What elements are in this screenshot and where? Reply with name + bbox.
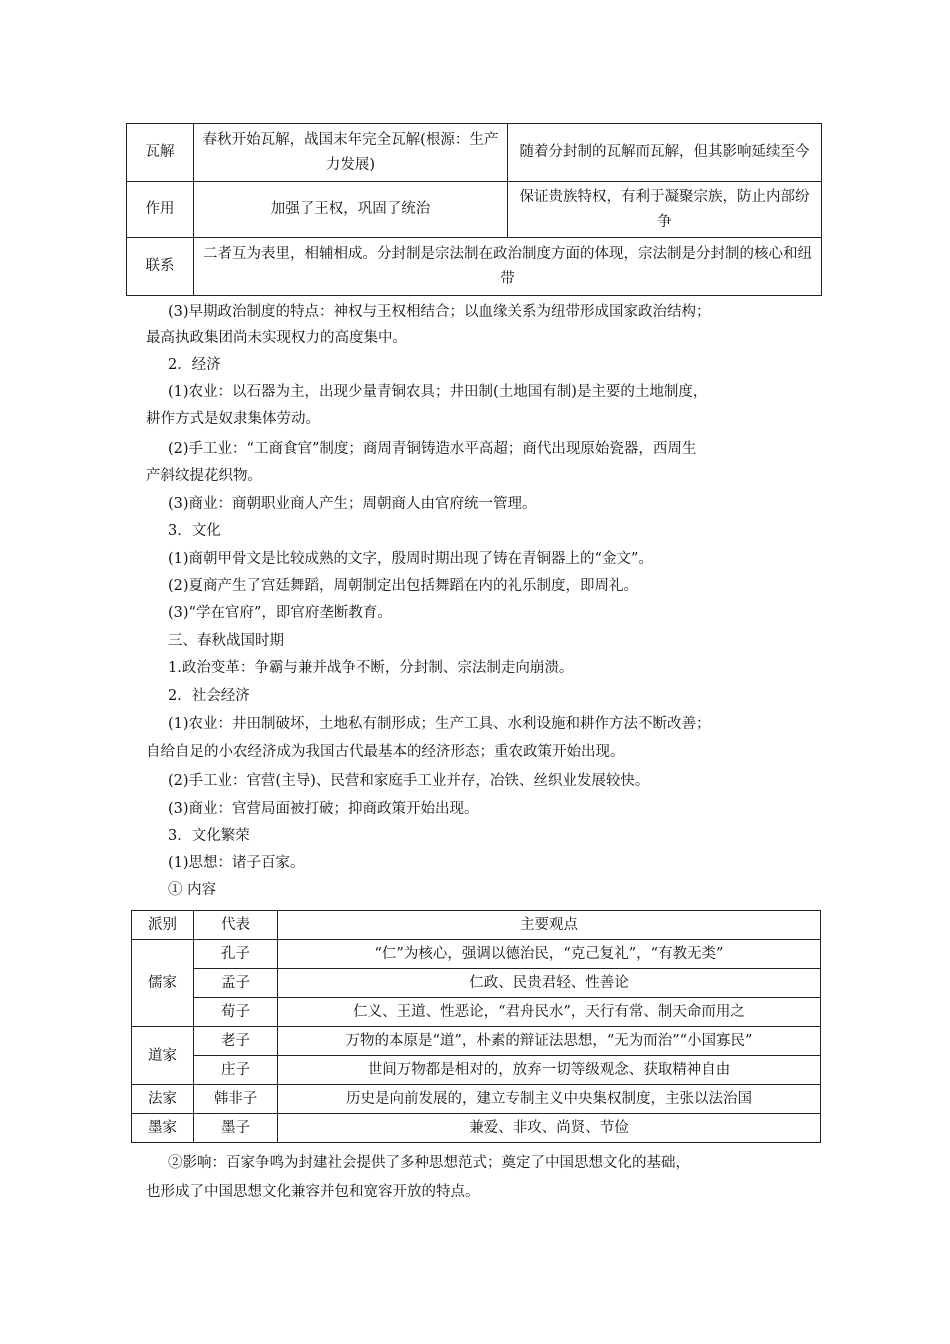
section-heading: 3．文化繁荣 <box>168 828 250 844</box>
representative-cell: 孟子 <box>194 969 278 998</box>
school-cell: 法家 <box>132 1085 194 1114</box>
paragraph-line: (2)夏商产生了宫廷舞蹈，周朝制定出包括舞蹈在内的礼乐制度，即周礼。 <box>168 578 639 594</box>
viewpoint-cell: 历史是向前发展的，建立专制主义中央集权制度，主张以法治国 <box>278 1085 821 1114</box>
row-label: 联系 <box>127 238 194 296</box>
hundred-schools-table <box>131 910 821 1143</box>
column-header: 派别 <box>132 911 194 940</box>
table-row <box>127 124 822 182</box>
paragraph-line: (1)商朝甲骨文是比较成熟的文字，殷周时期出现了铸在青铜器上的“金文”。 <box>168 551 653 567</box>
feudal-clan-comparison-table <box>126 123 822 296</box>
paragraph-line: (2)手工业：官营(主导)、民营和家庭手工业并存，冶铁、丝织业发展较快。 <box>168 773 650 789</box>
section-heading: 3．文化 <box>168 523 221 539</box>
table-row <box>132 1085 821 1114</box>
paragraph-line: ① 内容 <box>168 882 217 898</box>
paragraph-line: 也形成了中国思想文化兼容并包和宽容开放的特点。 <box>146 1184 480 1200</box>
paragraph-line: 产斜纹提花织物。 <box>146 468 262 484</box>
table-row <box>127 182 822 238</box>
viewpoint-cell: 兼爱、非攻、尚贤、节俭 <box>278 1114 821 1143</box>
column-header: 主要观点 <box>278 911 821 940</box>
viewpoint-cell: 万物的本原是“道”，朴素的辩证法思想，“无为而治”“小国寡民” <box>278 1027 821 1056</box>
school-cell: 儒家 <box>132 940 194 1027</box>
paragraph-line: (3)“学在官府”，即官府垄断教育。 <box>168 605 392 621</box>
row-label: 瓦解 <box>127 124 194 182</box>
table-cell: 随着分封制的瓦解而瓦解，但其影响延续至今 <box>508 124 822 182</box>
paragraph-line: 自给自足的小农经济成为我国古代最基本的经济形态；重农政策开始出现。 <box>146 744 625 760</box>
table-row <box>132 1027 821 1056</box>
school-cell: 道家 <box>132 1027 194 1085</box>
table-row <box>132 940 821 969</box>
paragraph-line: (3)商业：商朝职业商人产生；周朝商人由官府统一管理。 <box>168 496 537 512</box>
column-header: 代表 <box>194 911 278 940</box>
paragraph-line: ②影响：百家争鸣为封建社会提供了多种思想范式；奠定了中国思想文化的基础， <box>168 1155 690 1171</box>
table-header-row <box>132 911 821 940</box>
table-cell-merged: 二者互为表里，相辅相成。分封制是宗法制在政治制度方面的体现，宗法制是分封制的核心和纽带 <box>194 238 822 296</box>
representative-cell: 荀子 <box>194 998 278 1027</box>
viewpoint-cell: 仁义、王道、性恶论，“君舟民水”，天行有常、制天命而用之 <box>278 998 821 1027</box>
table-row <box>132 1056 821 1085</box>
viewpoint-cell: “仁”为核心，强调以德治民，“克己复礼”，“有教无类” <box>278 940 821 969</box>
paragraph-line: (2)手工业：“工商食官”制度；商周青铜铸造水平高超；商代出现原始瓷器，西周生 <box>168 441 697 457</box>
section-heading: 三、春秋战国时期 <box>168 633 284 649</box>
paragraph-line: (1)农业：井田制破坏，土地私有制形成；生产工具、水利设施和耕作方法不断改善； <box>168 716 711 732</box>
paragraph-line: 最高执政集团尚未实现权力的高度集中。 <box>146 330 407 346</box>
paragraph-line: (1)思想：诸子百家。 <box>168 855 305 871</box>
table-row <box>132 998 821 1027</box>
viewpoint-cell: 世间万物都是相对的，放弃一切等级观念、获取精神自由 <box>278 1056 821 1085</box>
section-heading: 2．经济 <box>168 357 221 373</box>
table-cell: 保证贵族特权，有利于凝聚宗族，防止内部纷争 <box>508 182 822 238</box>
table-row <box>132 1114 821 1143</box>
representative-cell: 老子 <box>194 1027 278 1056</box>
table-row <box>127 238 822 296</box>
section-heading: 2．社会经济 <box>168 688 250 704</box>
representative-cell: 庄子 <box>194 1056 278 1085</box>
school-cell: 墨家 <box>132 1114 194 1143</box>
table-cell: 春秋开始瓦解，战国末年完全瓦解(根源：生产力发展) <box>194 124 508 182</box>
table-row <box>132 969 821 998</box>
representative-cell: 孔子 <box>194 940 278 969</box>
paragraph-line: (3)早期政治制度的特点：神权与王权相结合；以血缘关系为纽带形成国家政治结构； <box>168 304 711 320</box>
paragraph-line: 耕作方式是奴隶集体劳动。 <box>146 411 320 427</box>
representative-cell: 韩非子 <box>194 1085 278 1114</box>
table-cell: 加强了王权，巩固了统治 <box>194 182 508 238</box>
paragraph-line: (3)商业：官营局面被打破；抑商政策开始出现。 <box>168 801 479 817</box>
representative-cell: 墨子 <box>194 1114 278 1143</box>
row-label: 作用 <box>127 182 194 238</box>
viewpoint-cell: 仁政、民贵君轻、性善论 <box>278 969 821 998</box>
paragraph-line: (1)农业：以石器为主，出现少量青铜农具；井田制(土地国有制)是主要的土地制度， <box>168 384 708 400</box>
paragraph-line: 1.政治变革：争霸与兼并战争不断，分封制、宗法制走向崩溃。 <box>168 660 574 676</box>
